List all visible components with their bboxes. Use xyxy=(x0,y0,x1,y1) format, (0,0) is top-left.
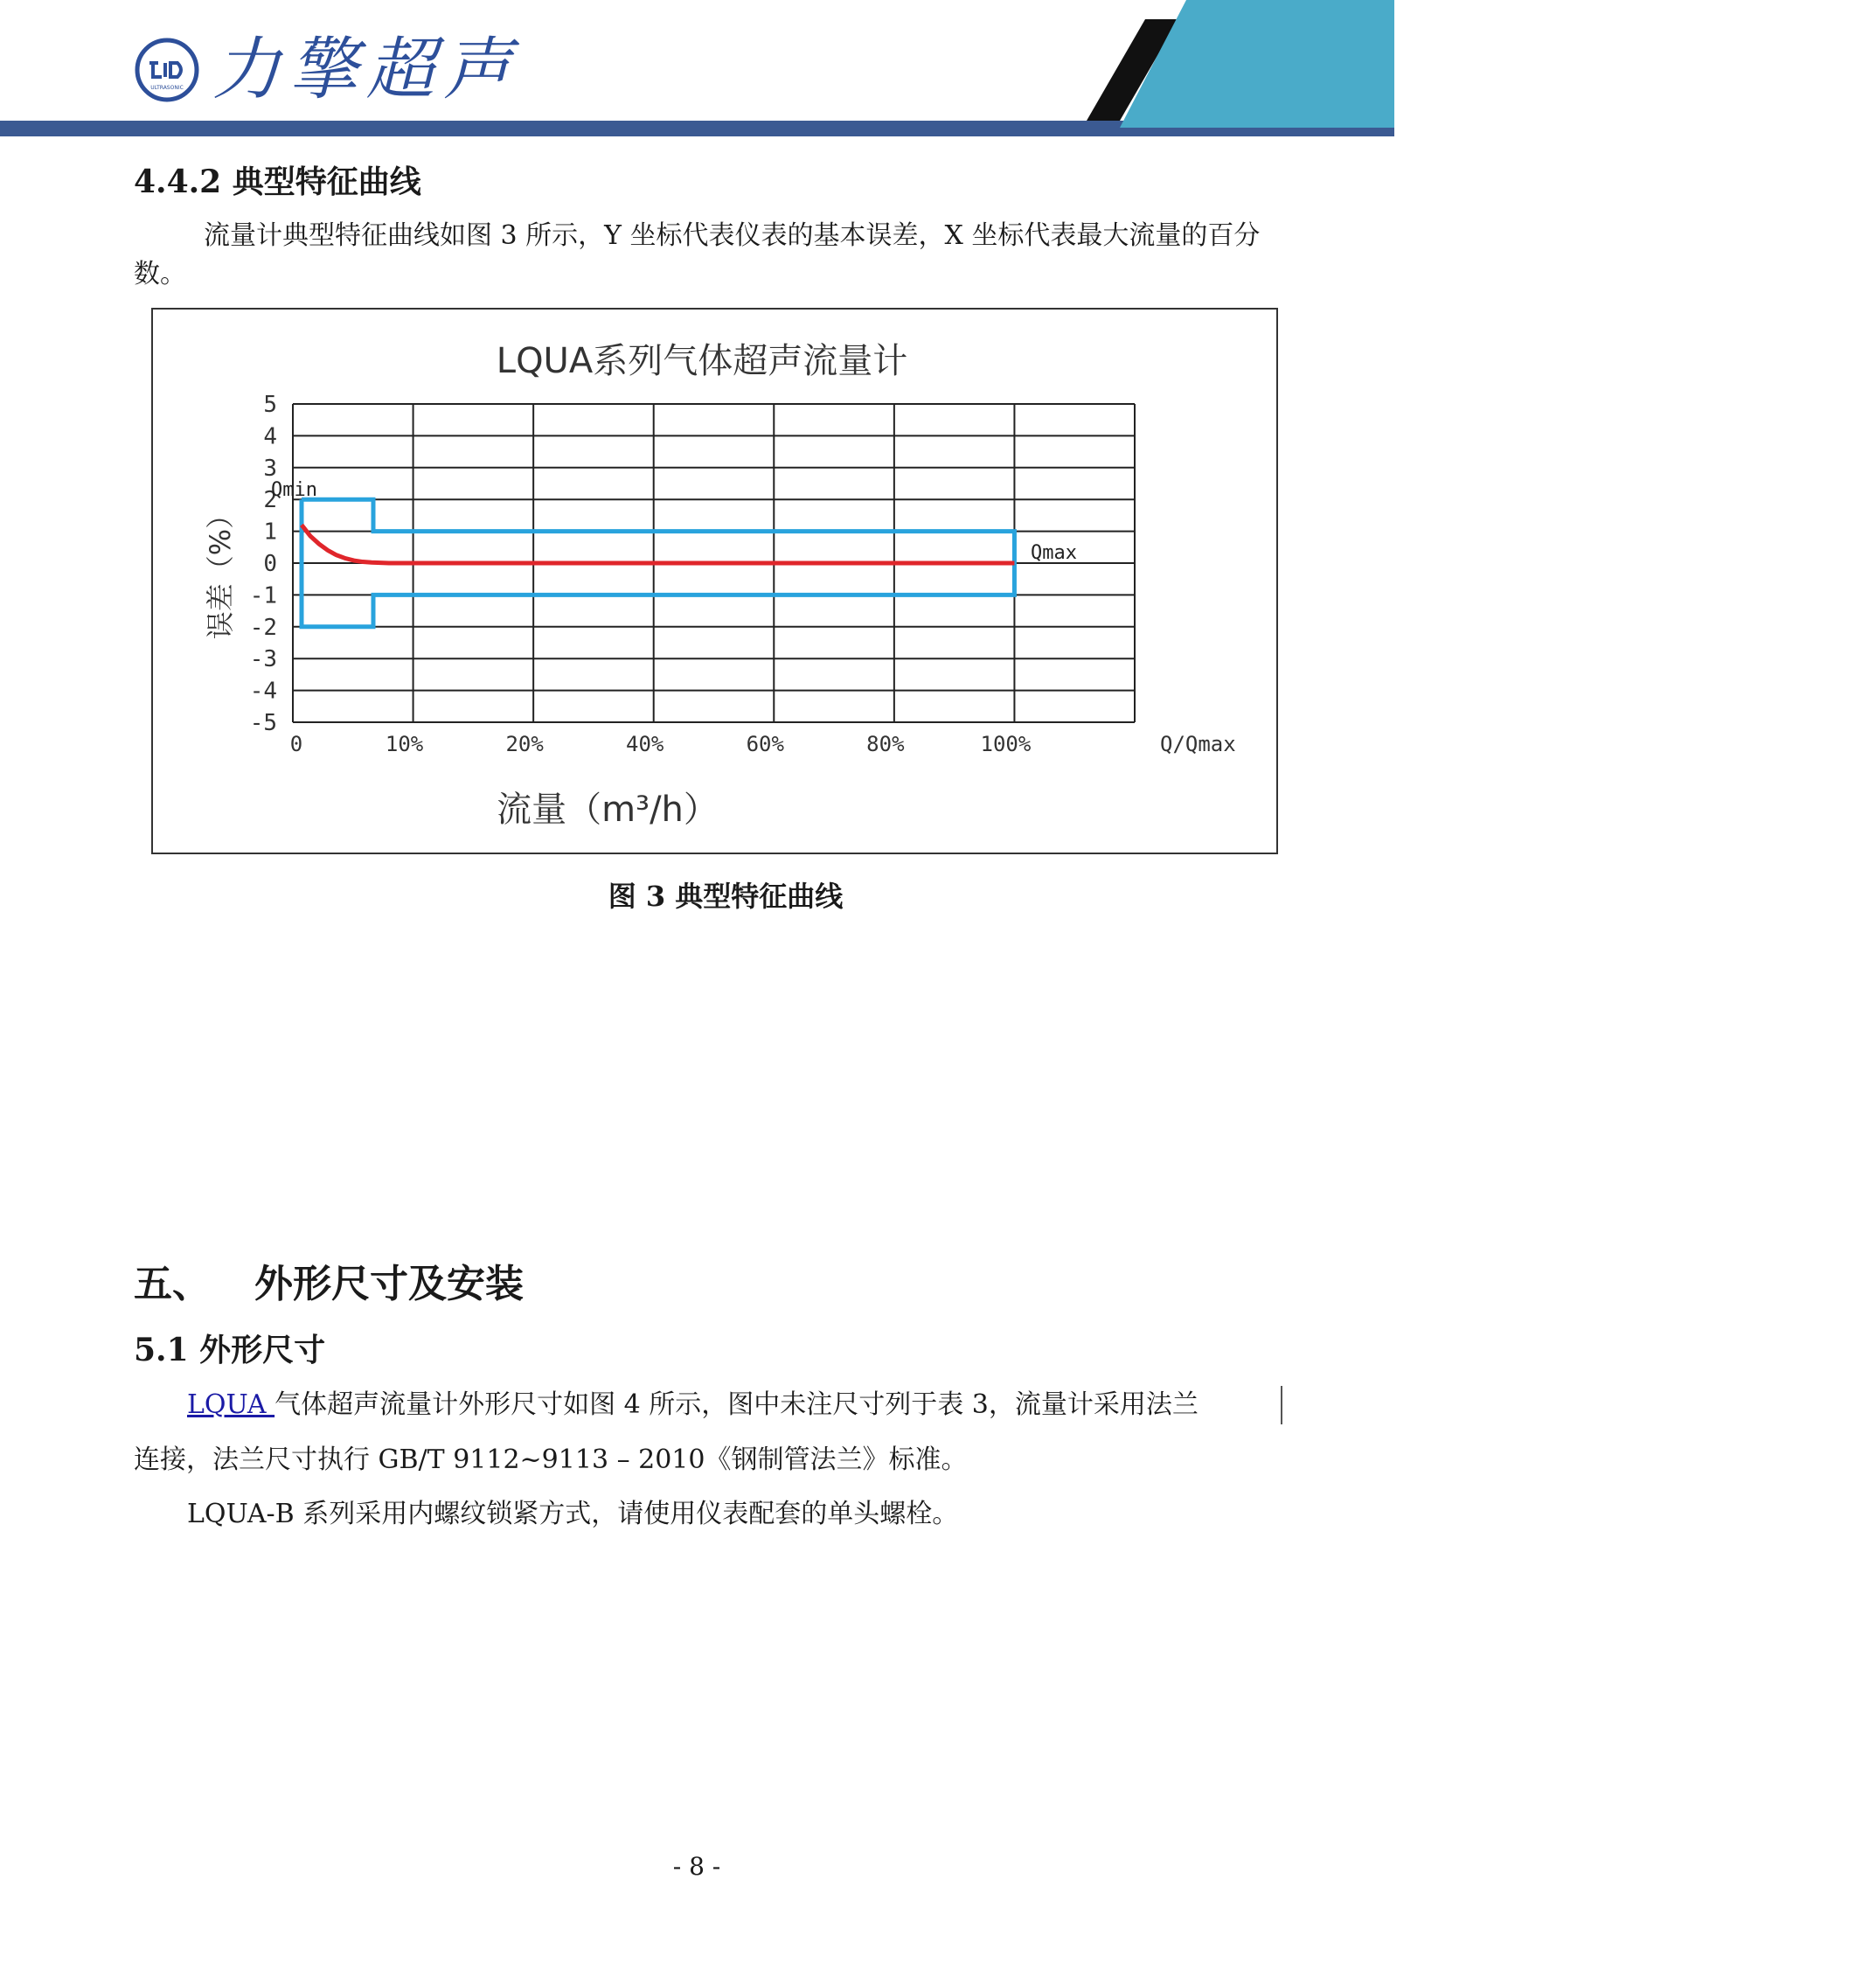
x-tick-label: 80% xyxy=(866,732,905,756)
x-axis-end-label: Q/Qmax xyxy=(1160,732,1236,756)
section-51-paragraph-2: LQUA-B 系列采用内螺纹锁紧方式，请使用仪表配套的单头螺栓。 xyxy=(187,1499,959,1529)
x-tick-label: 100% xyxy=(980,732,1032,756)
brand-name: 力擎超声 xyxy=(212,31,521,109)
y-tick-label: 5 xyxy=(263,392,277,418)
lqua-link[interactable]: LQUA xyxy=(187,1389,275,1420)
section-51-paragraph-1-cont: 连接，法兰尺寸执行 GB/T 9112~9113 – 2010《钢制管法兰》标准。 xyxy=(134,1444,968,1475)
figure-caption: 图 3 典型特征曲线 xyxy=(608,880,844,913)
header-accent-block xyxy=(1120,0,1394,128)
chapter-number: 五、 xyxy=(134,1262,211,1306)
chapter-title: 外形尺寸及安装 xyxy=(254,1262,524,1306)
y-tick-label: -4 xyxy=(249,678,277,705)
x-tick-labels xyxy=(290,732,1032,756)
x-axis-label: 流量（m³/h） xyxy=(497,790,719,830)
paragraph-1-text: 气体超声流量计外形尺寸如图 4 所示，图中未注尺寸列于表 3，流量计采用法兰 xyxy=(274,1389,1199,1420)
y-tick-label: -1 xyxy=(249,582,277,609)
y-tick-labels xyxy=(250,392,277,736)
qmax-annotation: Qmax xyxy=(1031,542,1077,564)
qmin-annotation: Qmin xyxy=(271,479,317,501)
y-tick-label: -2 xyxy=(249,614,277,641)
x-tick-label: 40% xyxy=(626,732,664,756)
page-header xyxy=(0,0,1876,140)
y-tick-label: 2 xyxy=(263,487,277,514)
x-tick-label: 0 xyxy=(289,732,303,756)
y-axis-label: 误差（%） xyxy=(204,500,237,640)
chart-series xyxy=(302,499,1014,627)
text-cursor xyxy=(1281,1386,1282,1424)
svg-text:ULTRASONIC: ULTRASONIC xyxy=(150,85,184,91)
company-logo-icon xyxy=(134,37,200,103)
characteristic-curve-chart xyxy=(153,310,1276,853)
page-number: - 8 - xyxy=(672,1852,721,1881)
chart-frame xyxy=(151,308,1278,854)
y-tick-label: -3 xyxy=(249,646,277,673)
chapter-heading xyxy=(134,1252,524,1308)
section-51-paragraph-1 xyxy=(187,1386,1271,1424)
y-tick-label: 0 xyxy=(263,551,277,577)
y-tick-label: -5 xyxy=(249,710,277,736)
section-heading-51: 5.1 外形尺寸 xyxy=(134,1332,326,1368)
x-tick-label: 60% xyxy=(746,732,784,756)
x-tick-label: 20% xyxy=(505,732,544,756)
section-442-paragraph: 流量计典型特征曲线如图 3 所示，Y 坐标代表仪表的基本误差，X 坐标代表最大流量的百分数。 xyxy=(134,220,1261,289)
y-tick-label: 1 xyxy=(263,519,277,546)
chart-title: LQUA系列气体超声流量计 xyxy=(496,341,908,381)
y-tick-label: 3 xyxy=(263,455,277,482)
section-heading-442: 4.4.2 典型特征曲线 xyxy=(134,164,421,200)
x-tick-label: 10% xyxy=(385,732,424,756)
y-tick-label: 4 xyxy=(263,423,277,450)
